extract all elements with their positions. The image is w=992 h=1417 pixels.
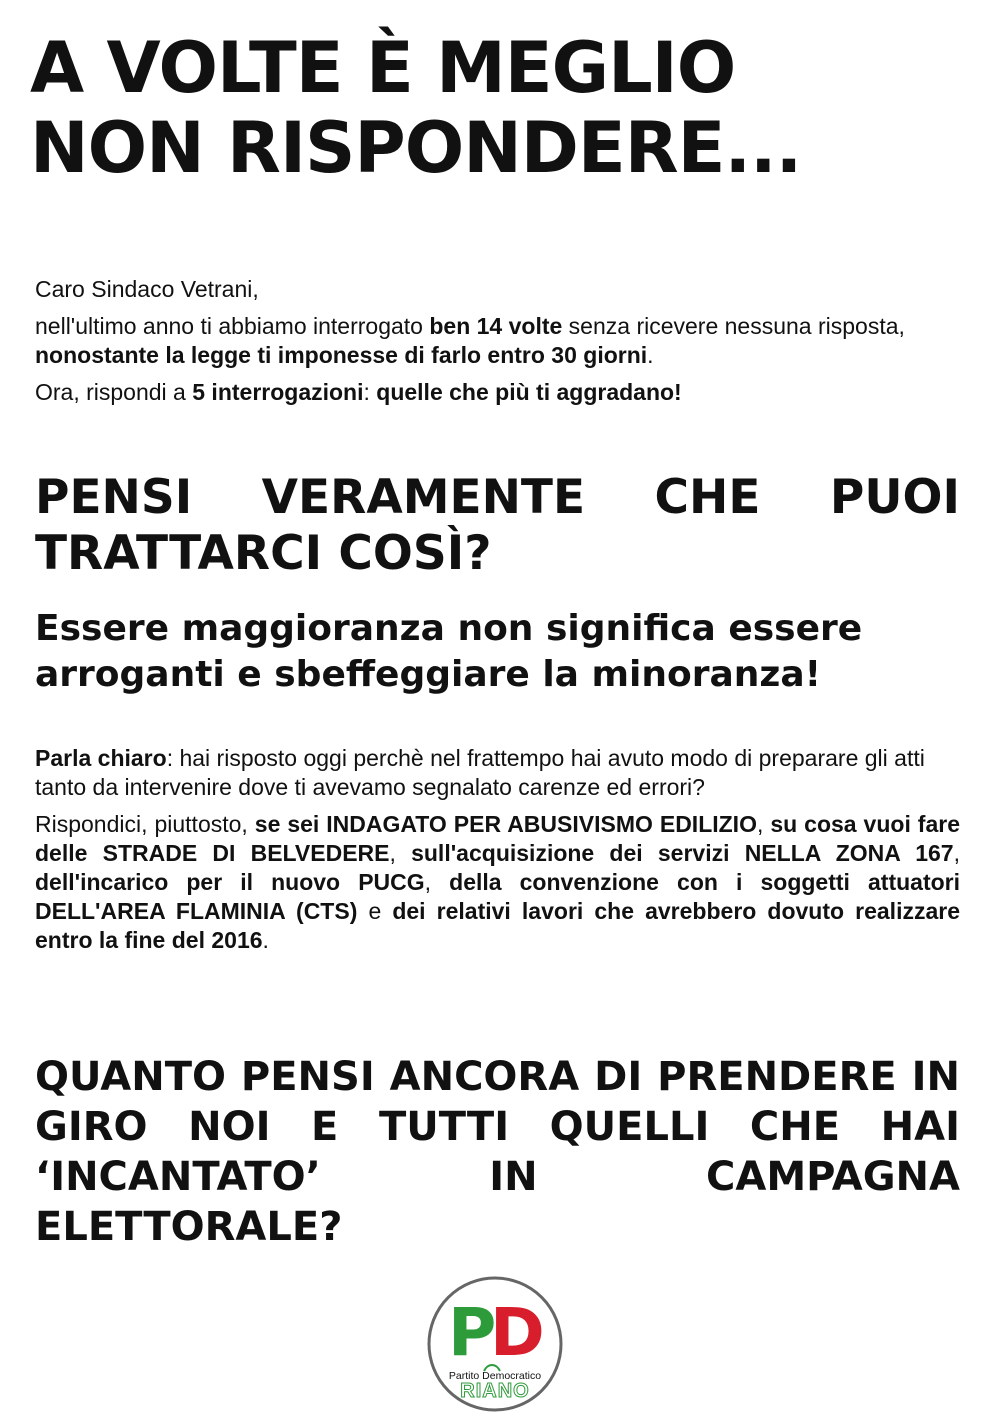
emphasis: dell'incarico per il nuovo PUCG (35, 869, 425, 895)
emphasis: sull'acquisizione dei servizi NELLA ZONA 167 (411, 840, 954, 866)
logo-party-name: Partito Democratico (448, 1370, 542, 1382)
intro-section (35, 275, 960, 415)
text-run: : hai risposto oggi perchè nel frattempo hai avuto modo di preparare gli atti tanto da intervenire dove ti avevamo segnalato carenze ed errori? (35, 745, 925, 800)
emphasis: ben 14 volte (429, 313, 563, 339)
emphasis: nonostante la legge ti imponesse di farlo entro 30 giorni (35, 342, 648, 368)
text-run: . (262, 927, 269, 953)
logo-letter-d: D (490, 1294, 545, 1371)
text-run: nell'ultimo anno ti abbiamo interrogato (35, 313, 430, 339)
text-run: Rispondici, piuttosto, (35, 811, 255, 837)
body-paragraph-2 (35, 810, 960, 955)
logo-town-name: RIANO (460, 1380, 530, 1402)
emphasis: dei relativi lavori che avrebbero dovuto realizzare entro la fine del 2016 (35, 898, 960, 953)
emphasis: su cosa vuoi fare delle STRADE DI BELVEDERE (35, 811, 960, 866)
text-run: . (647, 342, 654, 368)
emphasis: se sei INDAGATO PER ABUSIVISMO EDILIZIO (254, 811, 757, 837)
closing-question: QUANTO PENSI ANCORA DI PRENDERE IN GIRO NOI E TUTTI QUELLI CHE HAI ‘INCANTATO’ IN CAMPAGNA ELETTORALE? (35, 1054, 960, 1250)
body-paragraph-1 (35, 744, 960, 802)
text-run: e (357, 898, 393, 924)
logo-letter-p: P (448, 1294, 497, 1371)
intro-paragraph-2 (35, 378, 960, 407)
heading-question: PENSI VERAMENTE CHE PUOI TRATTARCI COSÌ? (35, 470, 960, 581)
body-section (35, 744, 960, 963)
flyer-title (30, 28, 970, 188)
emphasis: quelle che più ti aggradano! (376, 379, 682, 405)
salutation: Caro Sindaco Vetrani, (35, 276, 259, 302)
emphasis: della convenzione con i soggetti attuatori DELL'AREA FLAMINIA (CTS) (35, 869, 961, 924)
title-line-2: NON RISPONDERE... (30, 107, 802, 189)
text-run: , (756, 811, 771, 837)
party-logo (426, 1275, 564, 1413)
text-run: Ora, rispondi a (35, 379, 193, 405)
text-run: , (953, 840, 960, 866)
text-run: senza ricevere nessuna risposta, (562, 313, 905, 339)
heading-subtitle: Essere maggioranza non significa essere arroganti e sbeffeggiare la minoranza! (35, 608, 863, 695)
emphasis: Parla chiaro (35, 745, 167, 771)
emphasis: 5 interrogazioni (192, 379, 364, 405)
title-line-1: A VOLTE È MEGLIO (30, 27, 736, 109)
text-run: : (363, 379, 377, 405)
text-run: , (424, 869, 450, 895)
intro-paragraph-1 (35, 312, 960, 370)
text-run: , (389, 840, 412, 866)
